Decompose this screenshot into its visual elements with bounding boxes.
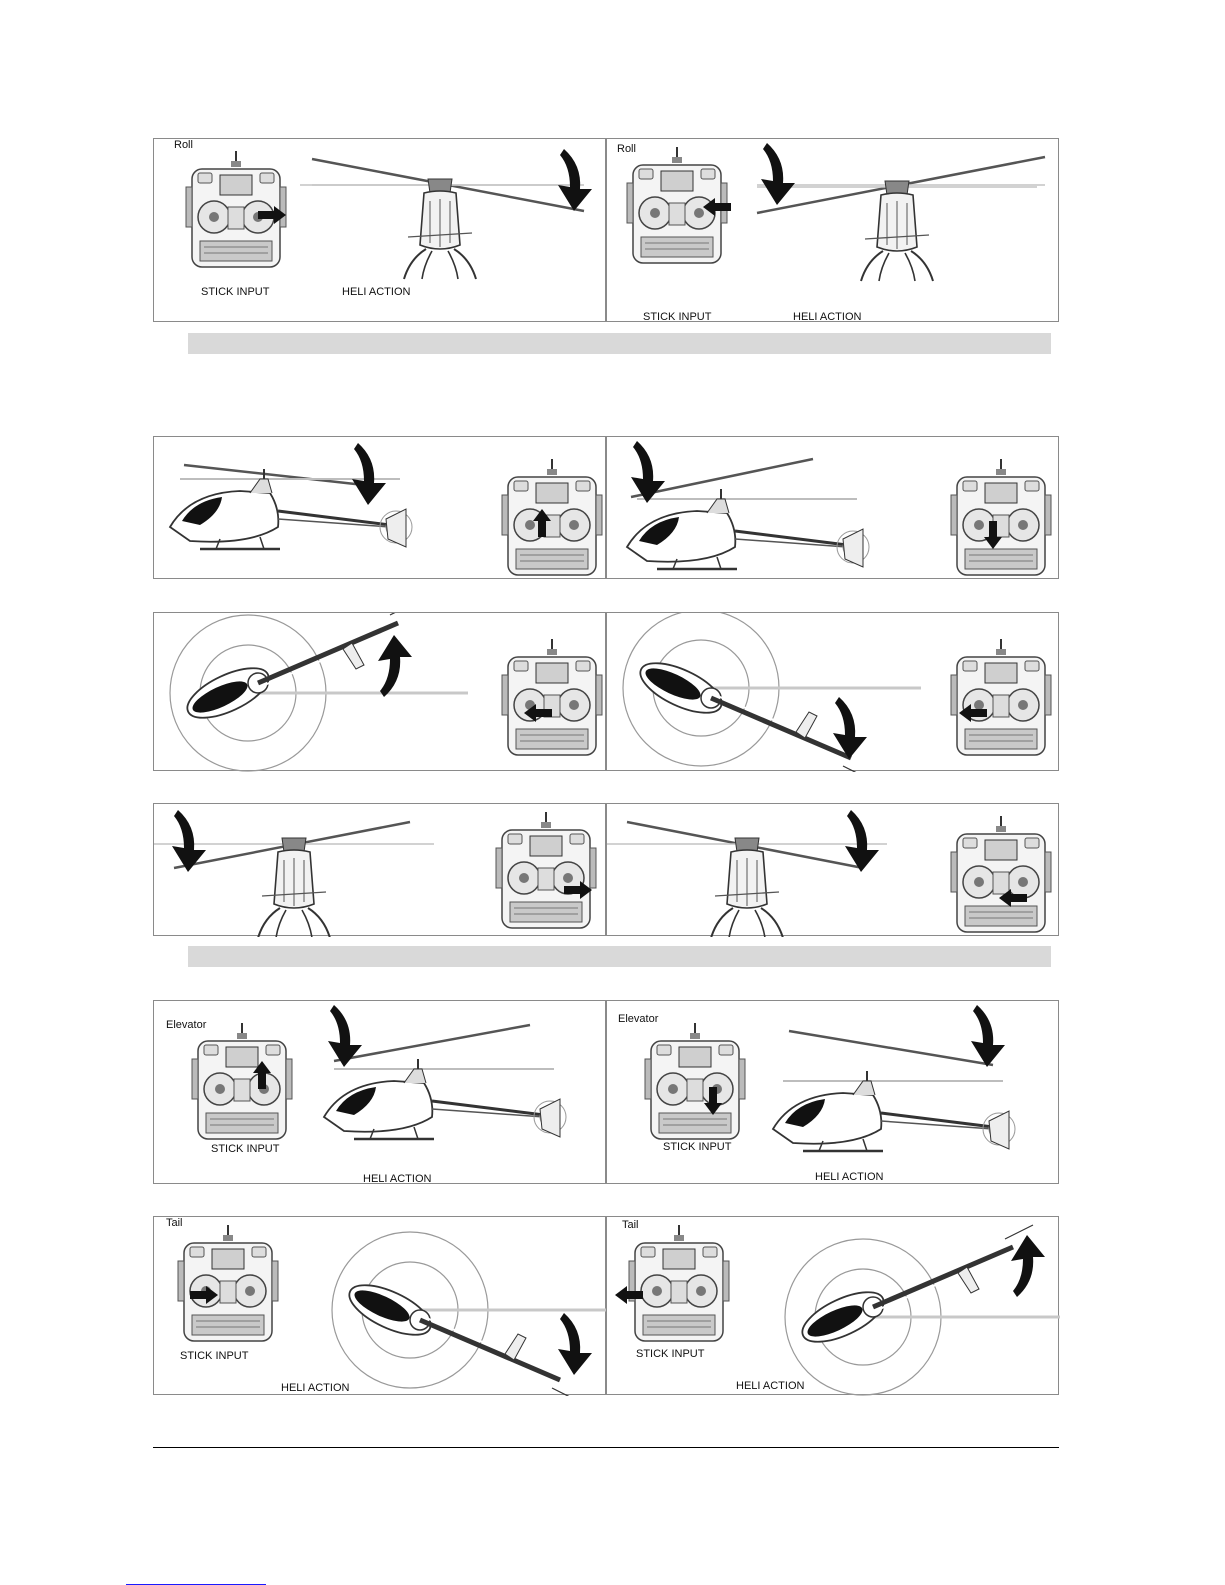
transmitter-icon (629, 1225, 729, 1341)
elevator-forward-illustration (154, 437, 607, 580)
helicopter-front-icon (607, 838, 887, 937)
roll-right-illustration (607, 139, 1060, 323)
helicopter-side-icon (627, 489, 869, 569)
transmitter-icon (502, 459, 602, 575)
stick-input-label: STICK INPUT (643, 311, 712, 323)
heli-action-label: HELI ACTION (793, 311, 862, 323)
pitch-arrow-down-icon (352, 443, 386, 505)
elevator-left-illustration (154, 1001, 607, 1185)
elevator-back-illustration (607, 437, 1060, 580)
tail-panel-right (606, 1216, 1059, 1395)
grid-tail-left (606, 612, 1059, 771)
transmitter-icon (192, 1023, 292, 1139)
footer-rule (153, 1447, 1059, 1448)
panel-title: Elevator (618, 1013, 659, 1025)
heli-action-label: HELI ACTION (281, 1382, 350, 1394)
helicopter-side-icon (324, 1059, 566, 1139)
grid-elevator-forward (153, 436, 606, 579)
yaw-arrow-up-icon (1011, 1235, 1045, 1297)
grid-tail-right (153, 612, 606, 771)
grid-roll-left (153, 803, 606, 936)
panel-title: Roll (174, 139, 193, 151)
pitch-arrow-down-icon (971, 1005, 1005, 1067)
panel-title: Tail (622, 1219, 639, 1231)
stick-input-label: STICK INPUT (180, 1350, 249, 1362)
heli-action-label: HELI ACTION (342, 286, 411, 298)
helicopter-top-icon (170, 613, 468, 771)
transmitter-icon (186, 151, 286, 267)
roll-arrow-down-icon (845, 810, 879, 872)
tail-panel-left-illustration (154, 1217, 607, 1396)
roll-arrow-down-icon (558, 149, 592, 211)
heli-action-label: HELI ACTION (363, 1173, 432, 1185)
elevator-panel-right (606, 1000, 1059, 1184)
transmitter-icon (951, 816, 1051, 932)
helicopter-front-icon (757, 181, 1037, 281)
helicopter-side-icon (170, 469, 412, 549)
pitch-arrow-down-icon (631, 441, 665, 503)
stick-input-label: STICK INPUT (663, 1141, 732, 1153)
transmitter-icon (951, 639, 1051, 755)
transmitter-icon (502, 639, 602, 755)
transmitter-icon (645, 1023, 745, 1139)
elevator-right-illustration (607, 1001, 1060, 1185)
tail-left-illustration (607, 613, 1060, 772)
transmitter-icon (496, 812, 596, 928)
panel-title: Tail (166, 1217, 183, 1229)
stick-input-label: STICK INPUT (636, 1348, 705, 1360)
panel-title: Roll (617, 143, 636, 155)
elevator-panel-left (153, 1000, 606, 1184)
roll-grid-left-illustration (154, 804, 607, 937)
yaw-arrow-down-icon (833, 697, 867, 759)
stick-input-label: STICK INPUT (211, 1143, 280, 1155)
heli-action-label: HELI ACTION (736, 1380, 805, 1392)
grid-elevator-back (606, 436, 1059, 579)
panel-title: Elevator (166, 1019, 207, 1031)
helicopter-top-icon (623, 613, 921, 772)
tail-right-illustration (154, 613, 607, 772)
transmitter-icon (951, 459, 1051, 575)
tail-panel-right-illustration (607, 1217, 1060, 1396)
stick-input-label: STICK INPUT (201, 286, 270, 298)
helicopter-side-icon (773, 1071, 1015, 1151)
roll-arrow-down-icon (761, 143, 795, 205)
yaw-arrow-down-icon (558, 1313, 592, 1375)
yaw-arrow-up-icon (378, 635, 412, 697)
helicopter-front-icon (300, 179, 580, 279)
roll-panel-left (153, 138, 606, 322)
tail-panel-left (153, 1216, 606, 1395)
section-bar (188, 946, 1051, 967)
heli-action-label: HELI ACTION (815, 1171, 884, 1183)
transmitter-icon (178, 1225, 278, 1341)
grid-roll-right (606, 803, 1059, 936)
helicopter-top-icon (332, 1232, 607, 1396)
section-bar (188, 333, 1051, 354)
roll-panel-right (606, 138, 1059, 322)
roll-grid-right-illustration (607, 804, 1060, 937)
